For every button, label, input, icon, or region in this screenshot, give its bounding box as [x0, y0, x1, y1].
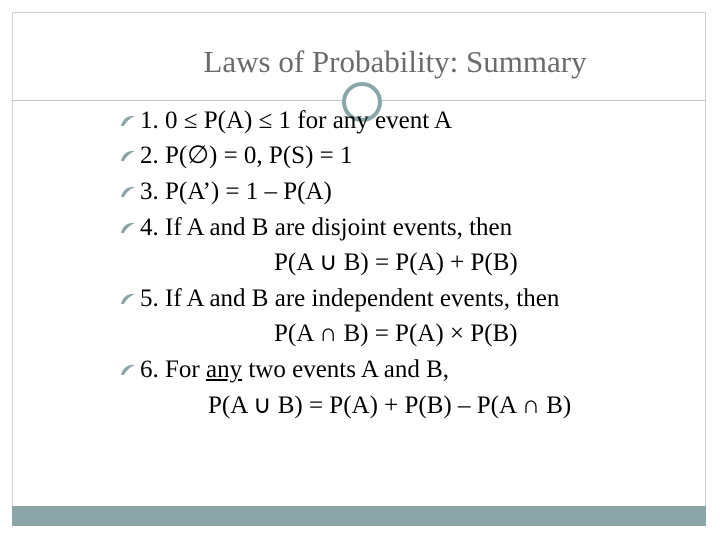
- swoosh-bullet-icon: [120, 114, 136, 128]
- swoosh-bullet-icon: [120, 221, 136, 235]
- law-6-suffix: two events A and B,: [242, 356, 450, 383]
- law-4-formula: P(A ∪ B) = P(A) + P(B): [274, 249, 518, 276]
- law-6: [140, 353, 449, 387]
- law-4: 4. If A and B are disjoint events, then: [140, 214, 513, 241]
- law-6-emphasis: any: [205, 356, 243, 383]
- slide-title: Laws of Probability: Summary: [203, 44, 587, 79]
- swoosh-bullet-icon: [120, 292, 136, 306]
- law-6-prefix: 6. For: [140, 356, 206, 383]
- law-5: 5. If A and B are independent events, then: [140, 285, 560, 312]
- title-rule-right: [382, 100, 706, 101]
- law-3: 3. P(A’) = 1 – P(A): [140, 178, 332, 205]
- swoosh-bullet-icon: [120, 185, 136, 199]
- swoosh-bullet-icon: [120, 363, 136, 377]
- law-5-formula: P(A ∩ B) = P(A) × P(B): [274, 320, 518, 347]
- law-1: 1. 0 ≤ P(A) ≤ 1 for any event A: [140, 107, 453, 134]
- title-rule-left: [12, 100, 342, 101]
- law-6-formula: P(A ∪ B) = P(A) + P(B) – P(A ∩ B): [208, 392, 572, 419]
- law-2: 2. P(∅) = 0, P(S) = 1: [140, 142, 353, 169]
- swoosh-bullet-icon: [120, 149, 136, 163]
- footer-band: [12, 506, 706, 526]
